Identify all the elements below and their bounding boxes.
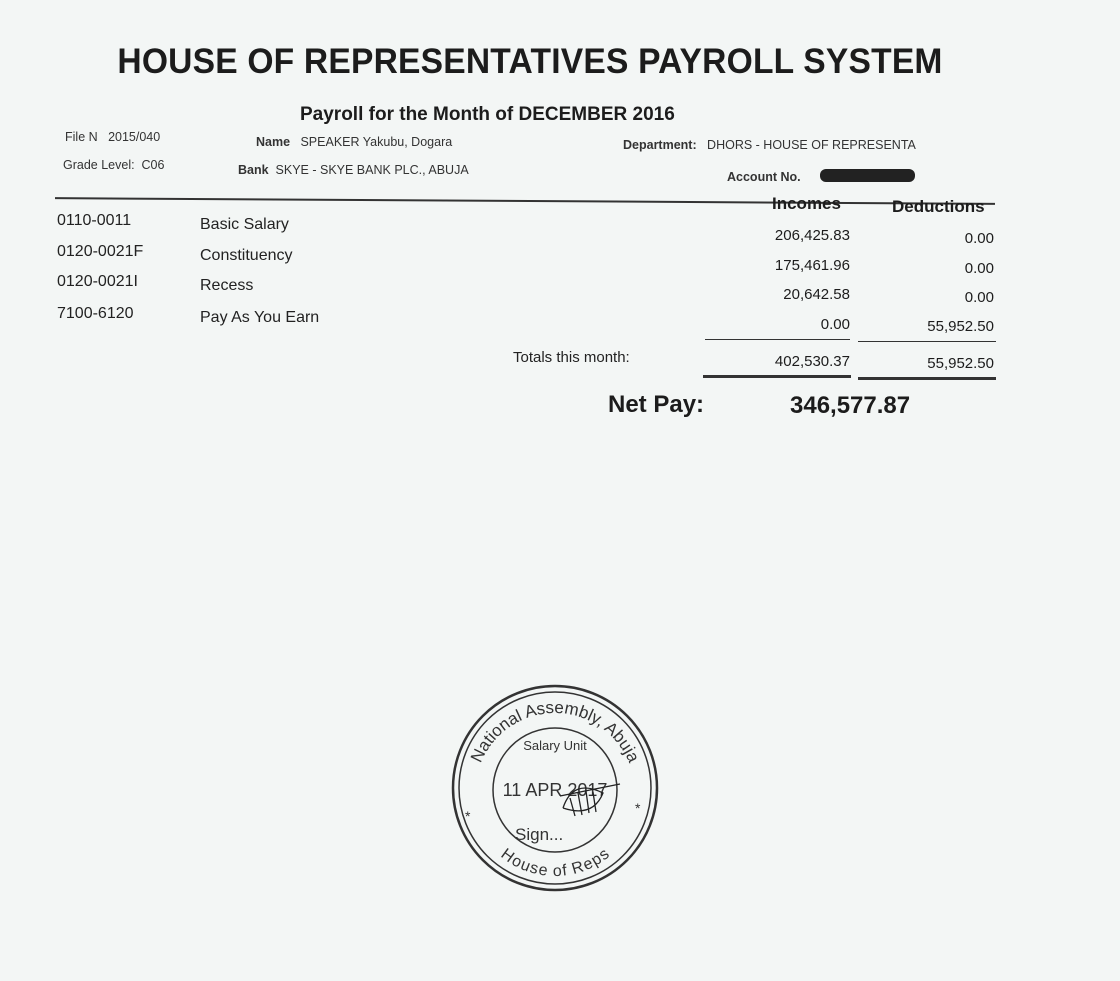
file-number: File N 2015/040 — [65, 130, 161, 144]
stamp-outer-top: National Assembly, Abuja — [466, 697, 644, 766]
net-pay-label: Net Pay: — [608, 391, 705, 418]
item-deduction: 55,952.50 — [927, 318, 994, 335]
item-deduction: 0.00 — [964, 260, 994, 277]
header-divider — [55, 197, 995, 204]
totals-label: Totals this month: — [513, 349, 630, 366]
stamp-sign: Sign... — [515, 825, 564, 844]
item-description: Pay As You Earn — [200, 309, 320, 326]
item-code: 0120-0021I — [57, 273, 138, 290]
item-code: 0120-0021F — [57, 243, 144, 260]
item-code: 0110-0011 — [57, 212, 132, 229]
grade-level: Grade Level: C06 — [63, 158, 165, 172]
net-pay-value: 346,577.87 — [790, 392, 911, 419]
stamp-date: 11 APR 2017 — [502, 780, 608, 800]
total-deduction: 55,952.50 — [927, 355, 994, 372]
incomes-header: Incomes — [772, 194, 841, 213]
item-code: 7100-6120 — [57, 305, 134, 322]
deductions-header: Deductions — [892, 197, 985, 216]
item-description: Constituency — [200, 247, 293, 264]
subtotal-line — [858, 341, 996, 342]
employee-name: Name SPEAKER Yakubu, Dogara — [256, 135, 453, 149]
item-description: Basic Salary — [200, 216, 289, 233]
stamp-unit: Salary Unit — [523, 738, 587, 753]
payroll-period: Payroll for the Month of DECEMBER 2016 — [300, 104, 675, 125]
total-underline — [703, 375, 851, 378]
total-underline — [858, 377, 996, 380]
subtotal-line — [705, 339, 850, 340]
item-description: Recess — [200, 277, 254, 294]
bank: Bank SKYE - SKYE BANK PLC., ABUJA — [238, 163, 469, 177]
redacted-account-number — [820, 169, 915, 182]
account-number-label: Account No. — [727, 170, 801, 184]
department: Department: DHORS - HOUSE OF REPRESENTA — [623, 138, 916, 152]
svg-text:*: * — [465, 808, 471, 824]
item-deduction: 0.00 — [964, 289, 994, 306]
stamp-outer-bottom: House of Reps — [497, 845, 613, 881]
item-deduction: 0.00 — [964, 230, 994, 247]
item-income: 0.00 — [820, 316, 850, 333]
document-title: HOUSE OF REPRESENTATIVES PAYROLL SYSTEM — [117, 42, 943, 81]
item-income: 20,642.58 — [783, 286, 850, 303]
item-income: 206,425.83 — [774, 227, 850, 244]
official-stamp — [445, 678, 665, 898]
item-income: 175,461.96 — [774, 257, 850, 274]
svg-text:*: * — [635, 800, 641, 816]
total-income: 402,530.37 — [774, 353, 850, 370]
